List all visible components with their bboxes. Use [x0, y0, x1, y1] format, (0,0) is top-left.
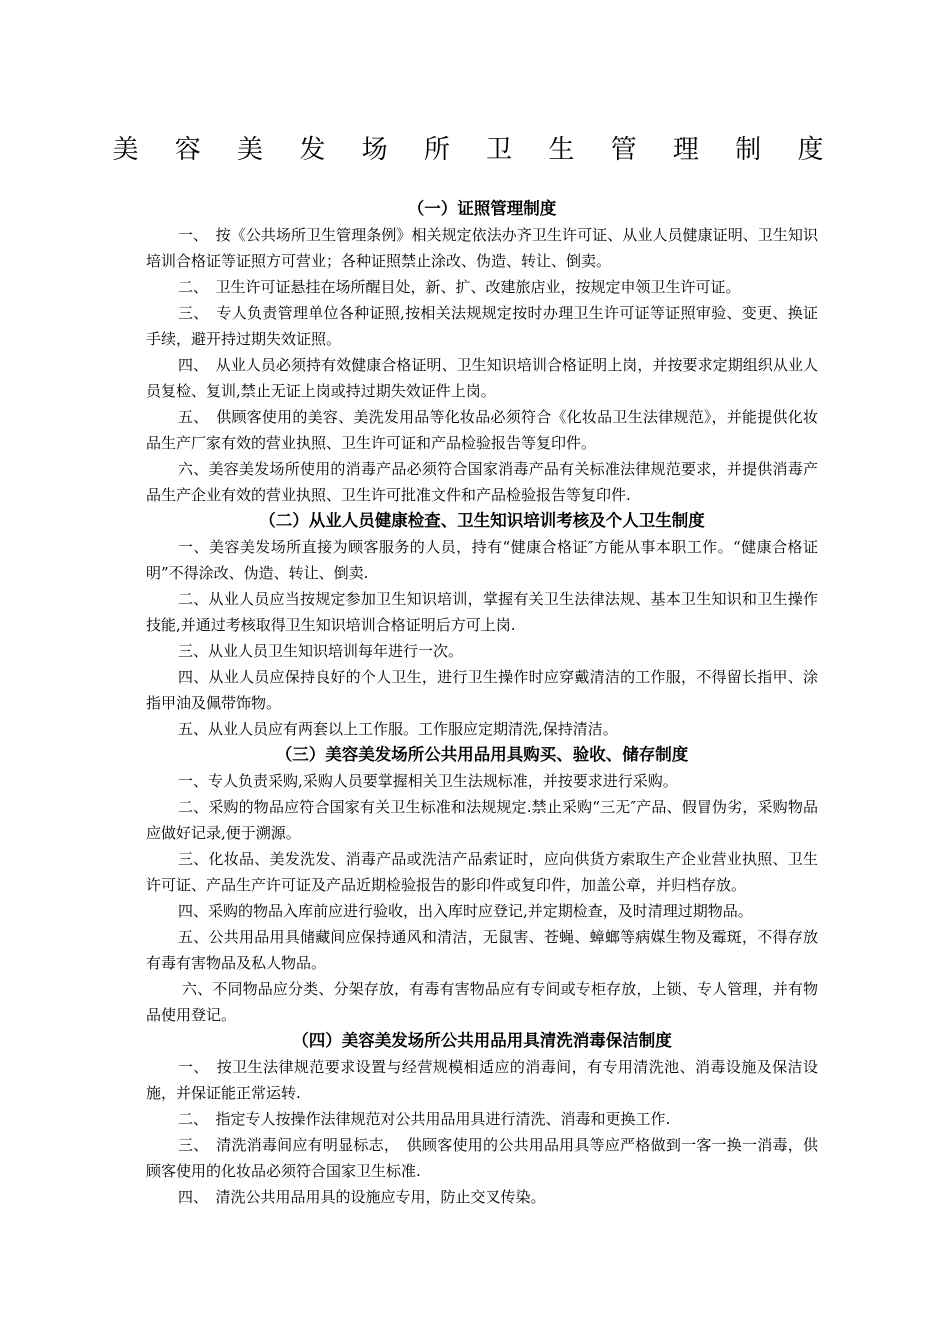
paragraph: 三、 专人负责管理单位各种证照,按相关法规规定按时办理卫生许可证等证照审验、变更、换证手续，避开持过期失效证照。 [146, 304, 818, 348]
section-heading: （一）证照管理制度 [407, 199, 557, 218]
section-heading: （四）美容美发场所公共用品用具清洗消毒保洁制度 [292, 1031, 672, 1050]
paragraph: 一、专人负责采购,采购人员要掌握相关卫生法规标准，并按要求进行采购。 [178, 772, 678, 790]
paragraph: 五、从业人员应有两套以上工作服。工作服应定期清洗,保持清洁。 [178, 720, 618, 738]
document-title: 美 容 美 发 场 所 卫 生 管 理 制 度 [112, 135, 838, 165]
paragraph: 三、 清洗消毒间应有明显标志， 供顾客使用的公共用品用具等应严格做到一客一换一消毒，供顾客使用的化妆品必须符合国家卫生标准. [146, 1136, 818, 1180]
paragraph: 一、 按《公共场所卫生管理条例》相关规定依法办齐卫生许可证、从业人员健康证明、卫生知识培训合格证等证照方可营业；各种证照禁止涂改、伪造、转让、倒卖。 [146, 226, 818, 270]
paragraph: 四、从业人员应保持良好的个人卫生，进行卫生操作时应穿戴清洁的工作服，不得留长指甲、涂指甲油及佩带饰物。 [146, 668, 818, 712]
paragraph: 四、采购的物品入库前应进行验收，出入库时应登记,并定期检查，及时清理过期物品。 [178, 902, 753, 920]
paragraph: 二、从业人员应当按规定参加卫生知识培训，掌握有关卫生法律法规、基本卫生知识和卫生操作技能,并通过考核取得卫生知识培训合格证明后方可上岗. [146, 590, 818, 634]
section-staff-health [146, 508, 818, 742]
paragraph: 二、 指定专人按操作法律规范对公共用品用具进行清洗、消毒和更换工作. [178, 1110, 671, 1128]
paragraph: 三、化妆品、美发洗发、消毒产品或洗洁产品索证时，应向供货方索取生产企业营业执照、卫生许可证、产品生产许可证及产品近期检验报告的影印件或复印件，加盖公章，并归档存放。 [146, 850, 818, 894]
section-heading: （三）美容美发场所公共用品用具购买、验收、储存制度 [275, 745, 689, 764]
section-heading: （二）从业人员健康检查、卫生知识培训考核及个人卫生制度 [259, 511, 705, 530]
paragraph: 二、 卫生许可证悬挂在场所醒目处，新、扩、改建旅店业，按规定申领卫生许可证。 [178, 278, 741, 296]
document-body [146, 196, 818, 1210]
paragraph: 六、不同物品应分类、分架存放，有毒有害物品应有专间或专柜存放，上锁、专人管理，并有物品使用登记。 [146, 980, 818, 1024]
paragraph: 一、 按卫生法律规范要求设置与经营规模相适应的消毒间，有专用清洗池、消毒设施及保洁设施，并保证能正常运转. [146, 1058, 818, 1102]
paragraph: 五、 供顾客使用的美容、美洗发用品等化妆品必须符合《化妆品卫生法律规范》，并能提供化妆品生产厂家有效的营业执照、卫生许可证和产品检验报告等复印件。 [146, 408, 818, 452]
paragraph: 一、美容美发场所直接为顾客服务的人员，持有“健康合格证″方能从事本职工作。“健康合格证明”不得涂改、伪造、转让、倒卖. [146, 538, 818, 582]
section-purchase-storage [146, 742, 818, 1028]
paragraph: 二、采购的物品应符合国家有关卫生标准和法规规定.禁止采购“三无″产品、假冒伪劣，采购物品应做好记录,便于溯源。 [146, 798, 818, 842]
paragraph: 五、公共用品用具储藏间应保持通风和清洁，无鼠害、苍蝇、蟑螂等病媒生物及霉斑，不得存放有毒有害物品及私人物品。 [146, 928, 818, 972]
section-cleaning-disinfection [146, 1028, 818, 1210]
paragraph: 六、美容美发场所使用的消毒产品必须符合国家消毒产品有关标准法律规范要求，并提供消毒产品生产企业有效的营业执照、卫生许可批准文件和产品检验报告等复印件. [146, 460, 818, 504]
paragraph: 三、从业人员卫生知识培训每年进行一次。 [178, 642, 464, 660]
paragraph: 四、 清洗公共用品用具的设施应专用，防止交叉传染。 [178, 1188, 546, 1206]
section-license [146, 196, 818, 508]
paragraph: 四、 从业人员必须持有效健康合格证明、卫生知识培训合格证明上岗，并按要求定期组织从业人员复检、复训,禁止无证上岗或持过期失效证件上岗。 [146, 356, 818, 400]
